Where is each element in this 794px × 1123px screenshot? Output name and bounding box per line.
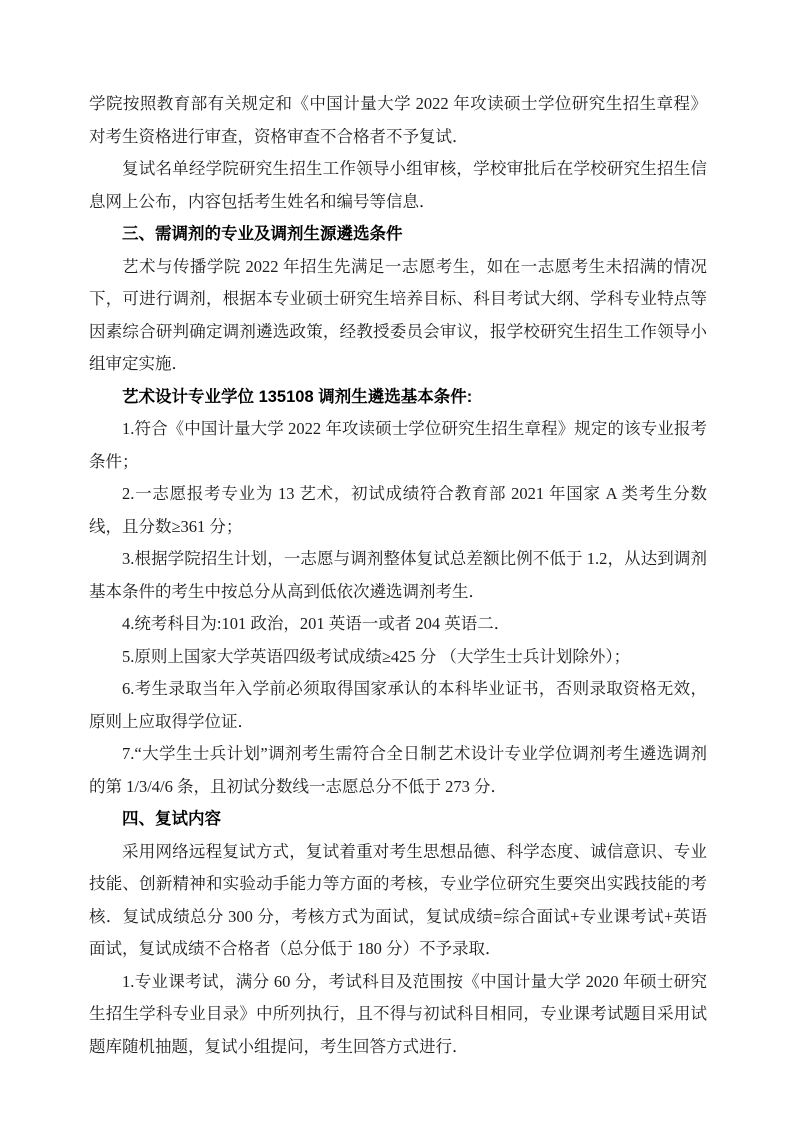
list-item-2: 2.一志愿报考专业为 13 艺术，初试成绩符合教育部 2021 年国家 A 类考生分数线，且分数≥361 分；: [89, 484, 707, 536]
list-item-4: 4.统考科目为:101 政治，201 英语一或者 204 英语二．: [122, 614, 511, 633]
paragraph-shortlist-publication: 复试名单经学院研究生招生工作领导小组审核，学校审批后在学校研究生招生信息网上公布，内容包括考生姓名和编号等信息．: [89, 159, 707, 211]
document-content: [89, 88, 707, 1063]
list-item-7: 7.“大学生士兵计划”调剂考生需符合全日制艺术设计专业学位调剂考生遴选调剂的第 1/3/4/6 条，且初试分数线一志愿总分不低于 273 分．: [89, 744, 707, 796]
section-heading-4-retest-content: 四、复试内容: [122, 810, 221, 828]
section-heading-3-adjustment-criteria: 三、需调剂的专业及调剂生源遴选条件: [122, 225, 403, 243]
paragraph-retest-method: 采用网络远程复试方式，复试着重对考生思想品德、科学态度、诚信意识、专业技能、创新精神和实验动手能力等方面的考核，专业学位研究生要突出实践技能的考核．复试成绩总分 300 分，考核方式为面试，复试成绩=综合面试+专业课考试+英语面试，复试成绩不合格者（总分低于 180 分）不予录取．: [89, 841, 707, 958]
list-item-5: 5.原则上国家大学英语四级考试成绩≥425 分 （大学生士兵计划除外）；: [122, 646, 631, 666]
list-item-3: 3.根据学院招生计划，一志愿与调剂整体复试总差额比例不低于 1.2，从达到调剂基本条件的考生中按总分从高到低依次遴选调剂考生．: [89, 549, 707, 601]
list-item-6: 6.考生录取当年入学前必须取得国家承认的本科毕业证书，否则录取资格无效，原则上应取得学位证．: [89, 679, 707, 731]
list-item-1: 1.符合《中国计量大学 2022 年攻读硕士学位研究生招生章程》规定的该专业报考条件；: [89, 419, 707, 471]
subheading-art-design-135108-criteria: 艺术设计专业学位 135108 调剂生遴选基本条件:: [122, 387, 473, 406]
paragraph-adjustment-policy: 艺术与传播学院 2022 年招生先满足一志愿考生，如在一志愿考生未招满的情况下，可进行调剂，根据本专业硕士研究生培养目标、科目考试大纲、学科专业特点等因素综合研判确定调剂遴选政策，经教授委员会审议，报学校研究生招生工作领导小组审定实施．: [89, 256, 707, 373]
paragraph-professional-course-exam: 1.专业课考试，满分 60 分，考试科目及范围按《中国计量大学 2020 年硕士研究生招生学科专业目录》中所列执行，且不得与初试科目相同，专业课考试题目采用试题库随机抽题，复试小组提问，考生回答方式进行．: [89, 971, 707, 1056]
paragraph-qualification-review: 学院按照教育部有关规定和《中国计量大学 2022 年攻读硕士学位研究生招生章程》对考生资格进行审查，资格审查不合格者不予复试．: [89, 94, 707, 146]
